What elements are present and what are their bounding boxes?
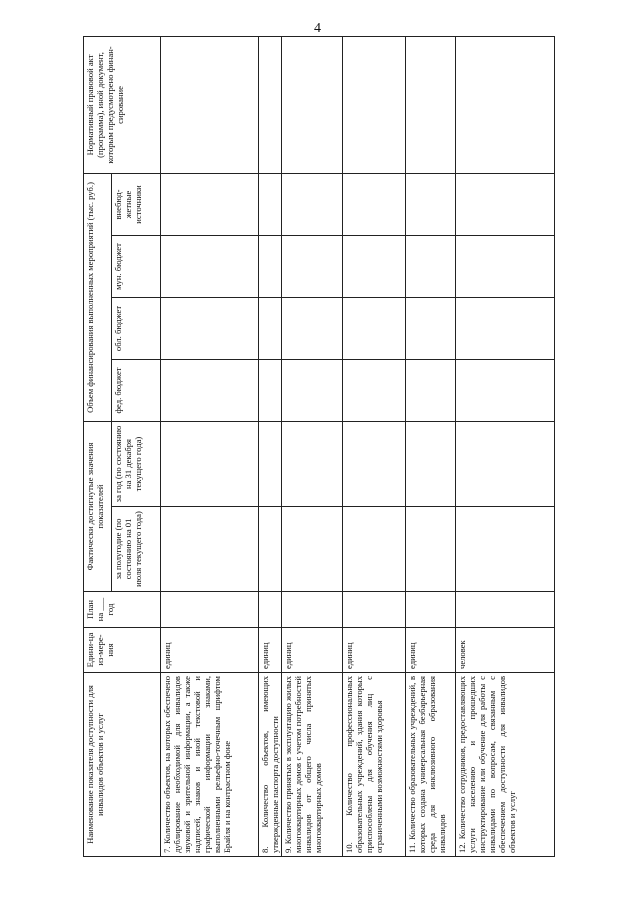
cell-plan: [282, 592, 343, 628]
cell-extra: [259, 173, 282, 235]
cell-fact-year: [259, 422, 282, 507]
header-normative: Нормативный правовой акт (программа), иной документ, которым предусмотрено финан-сирование: [84, 36, 161, 173]
cell-fed: [282, 360, 343, 422]
cell-extra: [406, 173, 456, 235]
cell-normative: [282, 36, 343, 173]
cell-obl: [343, 298, 406, 360]
cell-plan: [259, 592, 282, 628]
cell-plan: [406, 592, 456, 628]
cell-extra: [282, 173, 343, 235]
cell-mun: [161, 236, 259, 298]
cell-mun: [259, 236, 282, 298]
row-unit: единиц: [161, 628, 259, 673]
cell-mun: [456, 236, 555, 298]
cell-fact-half: [456, 507, 555, 592]
row-name: 11. Количество образовательных учреждений, в которых создана универсальная безбарьерная среда для инклюзивного образования инвалидов: [406, 673, 456, 857]
row-unit: единиц: [282, 628, 343, 673]
cell-fact-half: [406, 507, 456, 592]
cell-normative: [343, 36, 406, 173]
header-row-1: [84, 36, 112, 856]
table-row: [343, 36, 406, 856]
row-name: 7. Количество объектов, на которых обеспечено дублирование необходимой для инвалидов звуковой и зрительной информации, а также надписей, знаков и иной текстовой и графической информации знаками, выполненными рельефно-точечным шрифтом Брайля и на контрастном фоне: [161, 673, 259, 857]
cell-extra: [161, 173, 259, 235]
table-row: [456, 36, 555, 856]
header-funding-group: Объем финансирования выполненных мероприятий (тыс. руб.): [84, 173, 112, 421]
cell-fact-year: [406, 422, 456, 507]
table-row: [406, 36, 456, 856]
cell-obl: [282, 298, 343, 360]
row-unit: единиц: [259, 628, 282, 673]
indicators-table: [83, 36, 555, 857]
cell-fed: [343, 360, 406, 422]
cell-fact-half: [161, 507, 259, 592]
cell-fact-year: [161, 422, 259, 507]
row-unit: единиц: [406, 628, 456, 673]
cell-obl: [259, 298, 282, 360]
row-name: 10. Количество профессиональных образовательных учреждений, здания которых приспособлены для обучения лиц с ограниченными возможностями здоровья: [343, 673, 406, 857]
cell-obl: [161, 298, 259, 360]
page-number: 4: [314, 21, 321, 36]
row-unit: единиц: [343, 628, 406, 673]
cell-obl: [406, 298, 456, 360]
cell-fact-year: [456, 422, 555, 507]
header-fact-group: Фактически достигнутые значения показателей: [84, 422, 112, 592]
table-row: [282, 36, 343, 856]
cell-normative: [406, 36, 456, 173]
cell-mun: [282, 236, 343, 298]
header-fact-half: за полугодие (по состоянию на 01 июля текущего года): [112, 507, 161, 592]
row-name: 12. Количество сотрудников, предоставляющих услуги населению и прошедших инструктирование или обучение для работы с инвалидами по вопросам, связанным с обеспечением доступности для инвалидов объектов и услуг: [456, 673, 555, 857]
header-fact-year: за год (по состоянию на 31 декабря текущего года): [112, 422, 161, 507]
row-name: 9. Количество принятых в эксплуатацию жилых многоквартирных домов с учетом потребностей инвалидов от общего числа принятых многоквартирных домов: [282, 673, 343, 857]
cell-fact-year: [343, 422, 406, 507]
cell-mun: [406, 236, 456, 298]
row-unit: человек: [456, 628, 555, 673]
header-name: Наименование показателя доступности для инвалидов объектов и услуг: [84, 673, 161, 857]
table-row: [259, 36, 282, 856]
header-unit: Едини-ца из-мере-ния: [84, 628, 161, 673]
header-obl: обл. бюджет: [112, 298, 161, 360]
cell-extra: [456, 173, 555, 235]
cell-fed: [259, 360, 282, 422]
row-name: 8. Количество объектов, имеющих утвержденные паспорта доступности: [259, 673, 282, 857]
table-row: [161, 36, 259, 856]
header-extra: внебюд-жетные источники: [112, 173, 161, 235]
cell-fed: [161, 360, 259, 422]
cell-normative: [259, 36, 282, 173]
header-plan: План на ___ год: [84, 592, 161, 628]
cell-plan: [161, 592, 259, 628]
cell-normative: [161, 36, 259, 173]
cell-fact-half: [343, 507, 406, 592]
cell-extra: [343, 173, 406, 235]
cell-plan: [343, 592, 406, 628]
cell-fact-half: [282, 507, 343, 592]
cell-fed: [406, 360, 456, 422]
cell-mun: [343, 236, 406, 298]
cell-fact-half: [259, 507, 282, 592]
cell-obl: [456, 298, 555, 360]
cell-fact-year: [282, 422, 343, 507]
header-mun: мун. бюджет: [112, 236, 161, 298]
cell-normative: [456, 36, 555, 173]
indicators-table-rotated: [83, 37, 553, 857]
header-fed: фед. бюджет: [112, 360, 161, 422]
cell-plan: [456, 592, 555, 628]
cell-fed: [456, 360, 555, 422]
